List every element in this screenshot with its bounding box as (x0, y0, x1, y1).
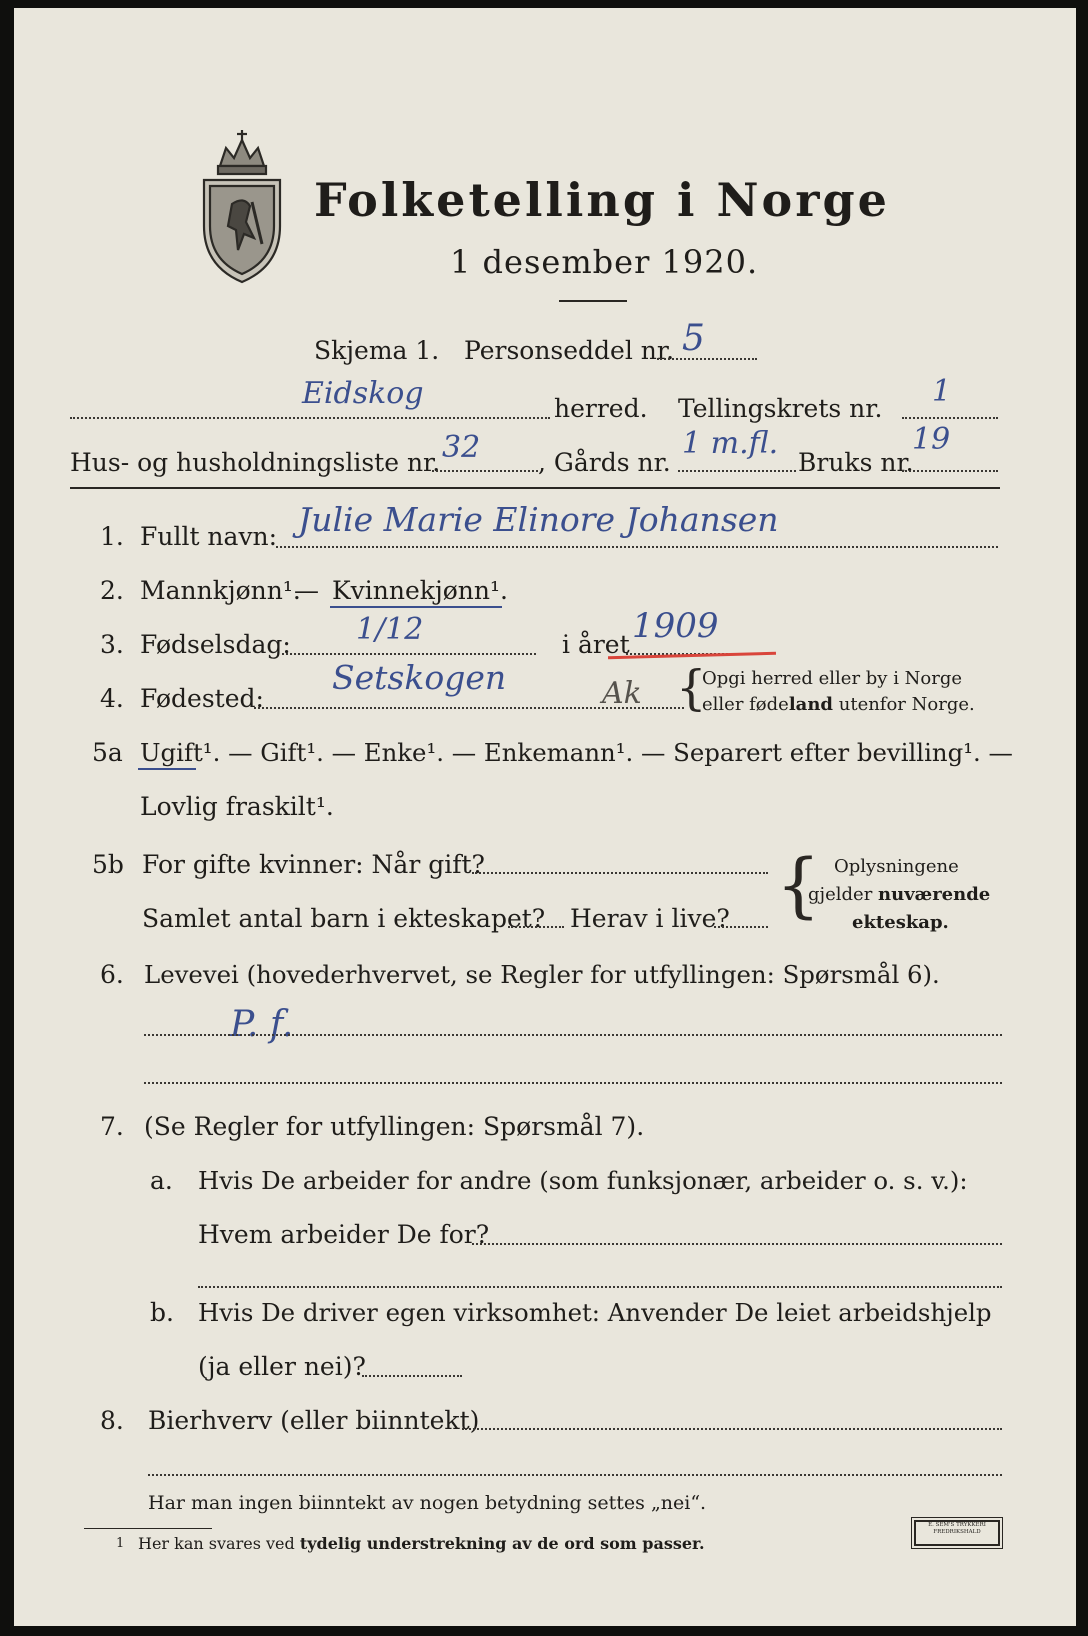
q5b-side-line3: ekteskap. (852, 912, 949, 933)
q7-number: 7. (100, 1112, 124, 1141)
tellingskrets-value: 1 (932, 374, 952, 409)
q6-line1 (144, 1034, 1002, 1036)
q3-number: 3. (100, 630, 124, 659)
q5b-number: 5b (92, 850, 124, 879)
q8-line1 (462, 1428, 1002, 1430)
q1-value: Julie Marie Elinore Johansen (298, 500, 779, 539)
q1-line (276, 546, 998, 548)
q4-hint-brace: { (676, 660, 707, 716)
q5b-side-brace: { (776, 844, 821, 926)
q7b-letter: b. (150, 1298, 174, 1327)
q7a-line2: Hvem arbeider De for? (198, 1220, 490, 1249)
gards-label: , Gårds nr. (538, 448, 671, 477)
q8-line2 (148, 1474, 1002, 1476)
personseddel-label: Personseddel nr. (464, 336, 675, 365)
q4-hint-line2 (702, 694, 975, 715)
q2-dash: — (294, 576, 319, 605)
personseddel-line (657, 358, 757, 360)
q5b-children-label: Samlet antal barn i ekteskapet? (142, 904, 546, 933)
q2-female-option: Kvinnekjønn¹. (332, 576, 508, 605)
q8-label: Bierhverv (eller biinntekt) (148, 1406, 480, 1435)
q7b-line2: (ja eller nei)? (198, 1352, 366, 1381)
bruks-value: 19 (912, 422, 951, 457)
hus-label: Hus- og husholdningsliste nr. (70, 448, 441, 477)
q2-number: 2. (100, 576, 124, 605)
norwegian-coat-of-arms-icon (192, 126, 292, 286)
q6-line2 (144, 1082, 1002, 1084)
q7b-answer-line (362, 1375, 462, 1377)
q2-male-option: Mannkjønn¹. (140, 576, 301, 605)
q1-number: 1. (100, 522, 124, 551)
skjema-label: Skjema 1. (314, 336, 440, 365)
gards-line (678, 470, 796, 472)
bruks-line (902, 470, 998, 472)
printer-stamp (914, 1520, 1000, 1546)
q5b-children-line (508, 926, 564, 928)
q4-number: 4. (100, 684, 124, 713)
footnote-text-b: tydelig understrekning av de ord som passer. (299, 1534, 705, 1553)
q5a-ugift-underline (138, 768, 196, 770)
q4-note: Ak (602, 676, 642, 711)
q5a-line1: Ugift¹. — Gift¹. — Enke¹. — Enkemann¹. — Separert efter bevilling¹. — (140, 738, 1013, 767)
q5a-number: 5a (92, 738, 123, 767)
tellingskrets-line (902, 417, 998, 419)
q4-hint-line1: Opgi herred eller by i Norge (702, 668, 963, 689)
q8-number: 8. (100, 1406, 124, 1435)
q6-value: P. f. (230, 1004, 294, 1045)
q3-day-line (282, 653, 536, 655)
herred-line (70, 417, 550, 419)
q5a-line2: Lovlig fraskilt¹. (140, 792, 334, 821)
q6-label: Levevei (hovederhvervet, se Regler for utfyllingen: Spørsmål 6). (144, 960, 940, 989)
hus-line (432, 470, 538, 472)
herred-value: Eidskog (302, 376, 424, 411)
q6-number: 6. (100, 960, 124, 989)
q3-day-value: 1/12 (356, 612, 424, 647)
q4-value: Setskogen (332, 658, 507, 697)
tellingskrets-label: Tellingskrets nr. (678, 394, 883, 423)
q5b-side-line2 (808, 884, 990, 905)
q5b-alive-label: Herav i live? (570, 904, 730, 933)
footnote-mark: 1 (116, 1536, 125, 1551)
bruks-label: Bruks nr. (798, 448, 914, 477)
herred-label: herred. (554, 394, 648, 423)
q2-female-underline (330, 606, 502, 608)
census-date: 1 desember 1920. (450, 243, 759, 281)
q4-label: Fødested: (140, 684, 264, 713)
q4-hint-line2-b: land (788, 694, 834, 715)
q7a-letter: a. (150, 1166, 173, 1195)
hus-value: 32 (442, 430, 481, 465)
title-rule (559, 300, 627, 302)
footnote-text (138, 1534, 705, 1553)
q3-year-value: 1909 (632, 606, 719, 646)
footnote-rule (84, 1528, 212, 1529)
q5b-line1: For gifte kvinner: Når gift? (142, 850, 485, 879)
printer-stamp-text: E. SEM'S TRYKKERI FREDRIKSHALD (928, 1522, 986, 1535)
q7a-employer-line (472, 1243, 1002, 1245)
footnote-text-a: Her kan svares ved (138, 1534, 300, 1553)
q5b-side-line2-a: gjelder (808, 884, 879, 905)
q7a-line1: Hvis De arbeider for andre (som funksjonær, arbeider o. s. v.): (198, 1166, 968, 1195)
q7a-employer-line2 (198, 1286, 1002, 1288)
q7-label: (Se Regler for utfyllingen: Spørsmål 7). (144, 1112, 645, 1141)
gards-value: 1 m.fl. (682, 426, 779, 461)
form-title: Folketelling i Norge (314, 173, 890, 227)
q7b-line1: Hvis De driver egen virksomhet: Anvender De leiet arbeidshjelp (198, 1298, 992, 1327)
header-divider (70, 487, 1000, 489)
q4-hint-line2-c: utenfor Norge. (833, 694, 975, 715)
census-form-page (14, 8, 1076, 1626)
q1-label: Fullt navn: (140, 522, 278, 551)
q8-note: Har man ingen biinntekt av nogen betydning settes „nei“. (148, 1492, 707, 1514)
q5b-side-line2-b: nuværende (878, 884, 991, 905)
q4-hint-line2-a: eller føde (702, 694, 789, 715)
q3-year-label: i året (562, 630, 630, 659)
q5b-side-line1: Oplysningene (834, 856, 959, 877)
q5b-alive-line (714, 926, 768, 928)
q5b-married-line (472, 872, 768, 874)
personseddel-value: 5 (682, 318, 705, 359)
q3-label: Fødselsdag: (140, 630, 291, 659)
